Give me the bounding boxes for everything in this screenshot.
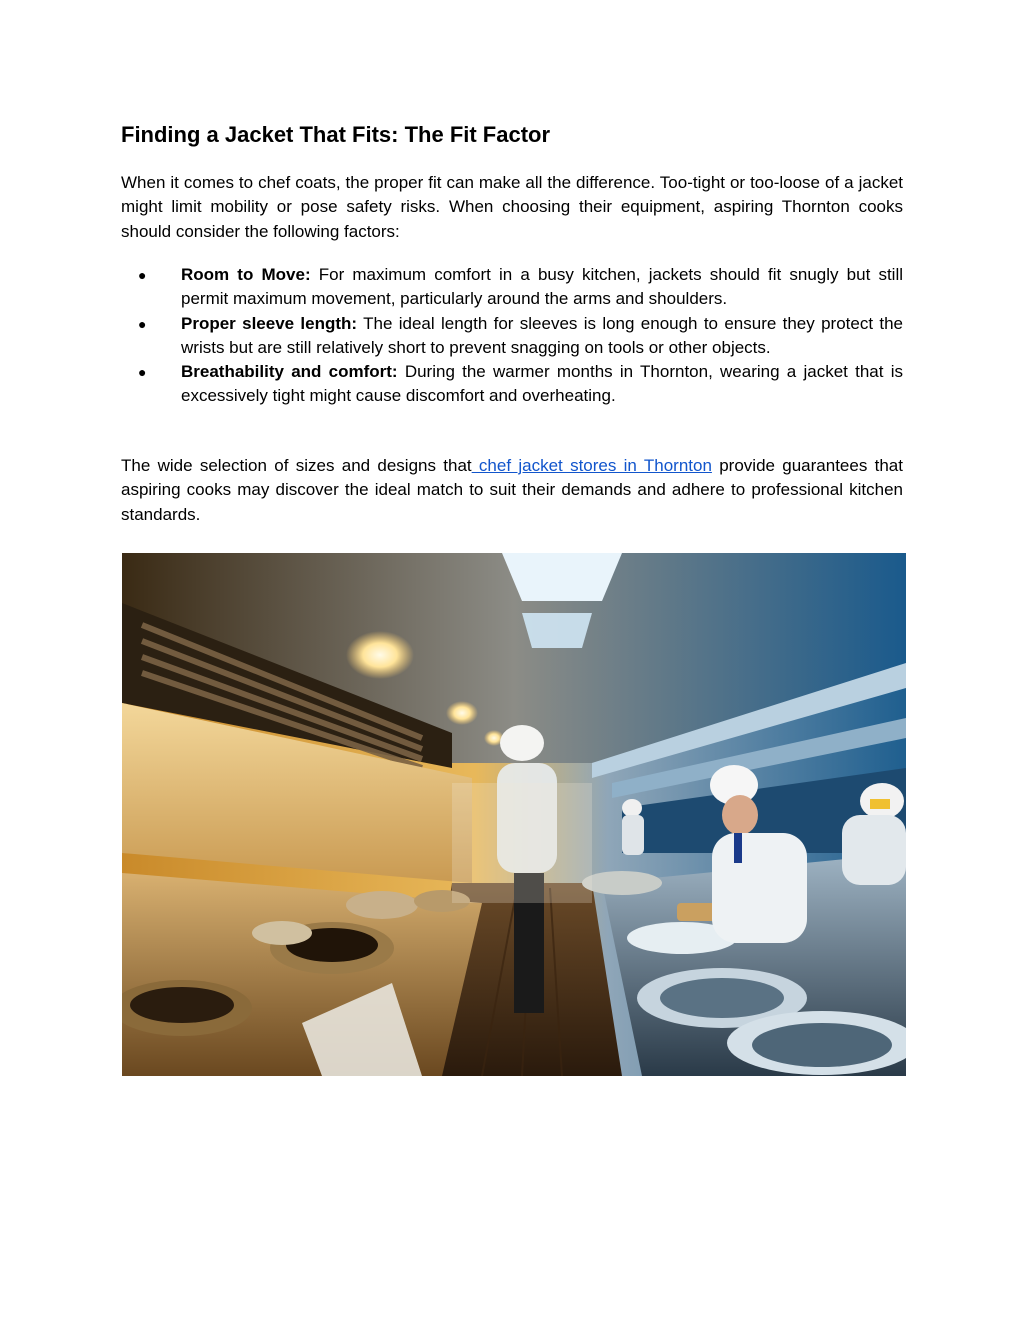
factor-text: During the warmer months in Thornton, wearing a jacket that is excessively tight might cause discomfort and overheating.: [181, 362, 903, 406]
list-item: [121, 360, 903, 409]
outro-paragraph: [121, 454, 903, 527]
factor-term: Room to Move:: [181, 265, 311, 284]
factor-text: For maximum comfort in a busy kitchen, jackets should fit snugly but still permit maximum movement, particularly around the arms and shoulders.: [181, 265, 903, 309]
outro-text-after: provide guarantees that aspiring cooks may discover the ideal match to suit their demands and adhere to professional kitchen standards.: [121, 456, 903, 524]
factor-term: Breathability and comfort:: [181, 362, 398, 382]
outro-text-before: The wide selection of sizes and designs that: [121, 456, 472, 475]
list-item: [121, 263, 903, 312]
page-title: Finding a Jacket That Fits: The Fit Factor: [121, 122, 551, 147]
bullet-icon: ●: [138, 315, 147, 332]
factor-term: Proper sleeve length:: [181, 313, 358, 333]
factor-list: [121, 263, 903, 409]
factor-text: The ideal length for sleeves is long enough to ensure they protect the wrists but are still relatively short to prevent snagging on tools or other objects.: [181, 313, 904, 357]
bullet-icon: ●: [138, 267, 147, 283]
bullet-icon: ●: [138, 364, 147, 381]
chef-jacket-stores-link[interactable]: chef jacket stores in Thornton: [471, 456, 712, 475]
chef-figure-distant: [622, 799, 644, 855]
intro-paragraph: When it comes to chef coats, the proper fit can make all the difference. Too-tight or too-loose of a jacket might limit mobility or pose safety risks. When choosing their equipment, aspiring Thornton cooks should consider the following factors:: [121, 173, 903, 241]
list-item: [121, 312, 903, 361]
kitchen-photo: [122, 553, 906, 1076]
commercial-kitchen-image: [122, 553, 906, 1076]
